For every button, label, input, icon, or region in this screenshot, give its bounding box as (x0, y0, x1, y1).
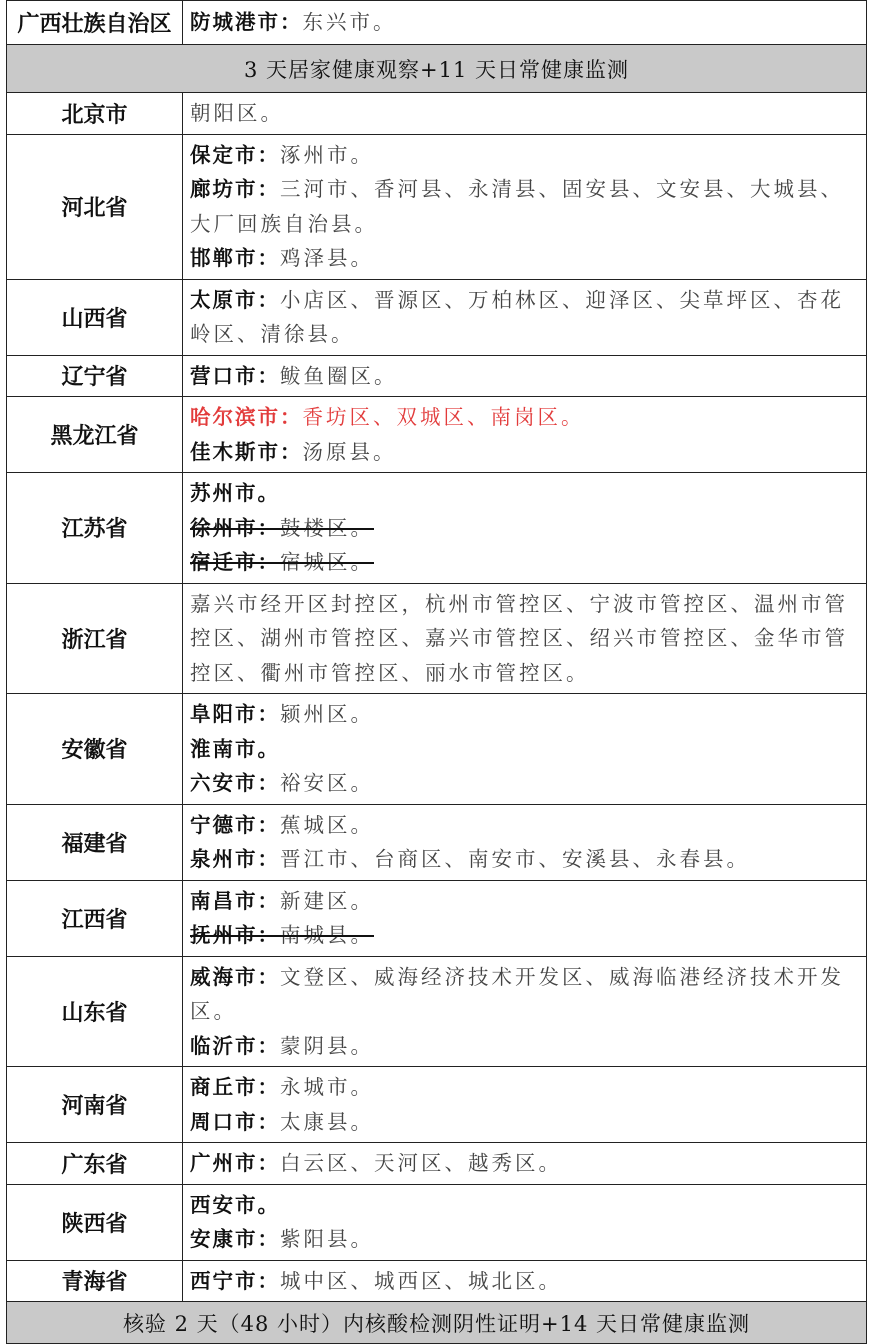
section-header: 核验 2 天（48 小时）内核酸检测阴性证明+14 天日常健康监测 (7, 1302, 867, 1344)
struck-entry (190, 550, 374, 574)
area-detail-cell (183, 583, 867, 694)
entry (190, 965, 844, 1024)
city-name: 临沂市： (190, 1033, 280, 1058)
entry (190, 1110, 374, 1134)
city-name: 苏州市。 (190, 481, 280, 505)
table-row (7, 1143, 867, 1185)
table-row (7, 583, 867, 694)
table-row (7, 1184, 867, 1260)
entry (190, 481, 280, 505)
city-name: 抚州市： (190, 923, 280, 947)
province-cell: 北京市 (7, 93, 183, 135)
area-list: 紫阳县。 (280, 1227, 374, 1251)
entry (190, 1193, 280, 1217)
area-detail-cell (183, 1260, 867, 1302)
entry (190, 1075, 374, 1099)
entry (190, 702, 374, 726)
section-header-row (7, 45, 867, 93)
entry (190, 405, 585, 429)
city-name: 泉州市： (190, 847, 280, 871)
area-line (190, 96, 858, 131)
entry (190, 440, 397, 464)
city-name: 宿迁市： (190, 550, 280, 574)
city-name: 佳木斯市： (190, 439, 303, 464)
city-name: 广州市： (190, 1151, 280, 1175)
area-list: 城中区、城西区、城北区。 (280, 1268, 562, 1293)
region-table (6, 0, 867, 1344)
entry (190, 1227, 374, 1251)
city-name: 宁德市： (190, 812, 280, 837)
entry (190, 101, 284, 125)
table-row (7, 880, 867, 956)
struck-entry (190, 516, 374, 540)
area-list: 南城县。 (280, 923, 374, 947)
entry (190, 364, 398, 388)
city-name: 太原市： (190, 287, 280, 312)
table-row (7, 956, 867, 1067)
city-name: 徐州市： (190, 515, 280, 540)
table-row (7, 134, 867, 279)
area-line (190, 138, 858, 173)
province-cell: 山东省 (7, 956, 183, 1067)
area-line (190, 732, 858, 767)
entry (190, 737, 280, 761)
entry (190, 889, 374, 913)
area-line (190, 1222, 858, 1257)
city-name: 阜阳市： (190, 702, 280, 726)
entry (190, 1269, 562, 1293)
area-list: 三河市、香河县、永清县、固安县、文安县、大城县、大厂回族自治县。 (190, 177, 844, 236)
area-list: 文登区、威海经济技术开发区、威海临港经济技术开发区。 (190, 964, 844, 1023)
area-list: 涿州市。 (280, 142, 374, 167)
area-list: 白云区、天河区、越秀区。 (280, 1151, 562, 1175)
city-name: 营口市： (190, 363, 280, 388)
province-cell: 福建省 (7, 804, 183, 880)
province-cell: 江西省 (7, 880, 183, 956)
area-detail-cell (183, 880, 867, 956)
city-name: 安康市： (190, 1227, 280, 1251)
area-list: 蕉城区。 (280, 812, 374, 837)
entry (190, 771, 374, 795)
area-line (190, 400, 858, 435)
table-row (7, 397, 867, 473)
city-name: 防城港市： (190, 10, 303, 35)
area-line (190, 1070, 858, 1105)
area-line (190, 960, 858, 1029)
entry (190, 592, 848, 685)
area-line (190, 241, 858, 276)
area-list: 鼓楼区。 (280, 515, 374, 540)
entry (190, 813, 374, 837)
area-line (190, 766, 858, 801)
area-line (190, 918, 858, 953)
province-cell: 陕西省 (7, 1184, 183, 1260)
table-row (7, 1260, 867, 1302)
area-line (190, 587, 858, 691)
city-name: 南昌市： (190, 888, 280, 913)
area-detail-cell (183, 1143, 867, 1185)
area-line (190, 1188, 858, 1223)
area-line (190, 172, 858, 241)
area-list: 香坊区、双城区、南岗区。 (302, 405, 585, 429)
city-name: 哈尔滨市： (190, 405, 303, 429)
table-row (7, 93, 867, 135)
area-line (190, 1264, 858, 1299)
entry (190, 177, 844, 236)
entry (190, 143, 374, 167)
province-cell: 辽宁省 (7, 355, 183, 397)
province-cell: 江苏省 (7, 473, 183, 584)
area-line (190, 1105, 858, 1140)
province-cell: 安徽省 (7, 694, 183, 805)
area-list: 小店区、晋源区、万柏林区、迎泽区、尖草坪区、杏花岭区、清徐县。 (190, 287, 844, 346)
province-cell: 山西省 (7, 279, 183, 355)
area-detail-cell (183, 355, 867, 397)
city-name: 保定市： (190, 142, 280, 167)
province-cell: 河南省 (7, 1067, 183, 1143)
area-detail-cell (183, 1067, 867, 1143)
area-line (190, 283, 858, 352)
table-row (7, 694, 867, 805)
area-list: 东兴市。 (302, 10, 397, 35)
area-detail-cell (183, 1, 867, 45)
area-line (190, 476, 858, 511)
region-table-body (7, 1, 867, 1344)
entry (190, 1151, 562, 1175)
area-detail-cell (183, 804, 867, 880)
area-list: 晋江市、台商区、南安市、安溪县、永春县。 (280, 847, 750, 871)
area-detail-cell (183, 956, 867, 1067)
area-line (190, 697, 858, 732)
area-detail-cell (183, 694, 867, 805)
province-cell: 河北省 (7, 134, 183, 279)
city-name: 周口市： (190, 1109, 280, 1134)
province-cell: 黑龙江省 (7, 397, 183, 473)
area-list: 鸡泽县。 (280, 246, 374, 270)
struck-entry (190, 923, 374, 947)
entry (190, 10, 397, 34)
city-name: 西宁市： (190, 1268, 280, 1293)
area-line (190, 435, 858, 470)
city-name: 威海市： (190, 964, 280, 989)
area-line (190, 842, 858, 877)
province-cell: 广西壮族自治区 (7, 1, 183, 45)
area-list: 裕安区。 (280, 771, 374, 795)
area-list: 朝阳区。 (190, 101, 284, 125)
area-detail-cell (183, 1184, 867, 1260)
entry (190, 246, 374, 270)
table-row (7, 1, 867, 45)
table-row (7, 804, 867, 880)
entry (190, 1034, 374, 1058)
province-cell: 浙江省 (7, 583, 183, 694)
area-line (190, 808, 858, 843)
area-list: 汤原县。 (302, 439, 397, 464)
city-name: 西安市。 (190, 1192, 280, 1217)
area-list: 太康县。 (280, 1109, 374, 1134)
area-list: 新建区。 (280, 888, 374, 913)
table-row (7, 473, 867, 584)
area-line (190, 1029, 858, 1064)
city-name: 商丘市： (190, 1075, 280, 1099)
area-list: 蒙阴县。 (280, 1033, 374, 1058)
area-line (190, 884, 858, 919)
area-line (190, 511, 858, 546)
area-list: 宿城区。 (280, 550, 374, 574)
table-row (7, 355, 867, 397)
city-name: 淮南市。 (190, 736, 280, 761)
entry (190, 288, 844, 347)
section-header: 3 天居家健康观察+11 天日常健康监测 (7, 45, 867, 93)
table-row (7, 1067, 867, 1143)
city-name: 廊坊市： (190, 177, 280, 201)
area-line (190, 359, 858, 394)
area-line (190, 5, 858, 40)
area-detail-cell (183, 93, 867, 135)
area-line (190, 545, 858, 580)
area-list: 永城市。 (280, 1075, 374, 1099)
table-row (7, 279, 867, 355)
province-cell: 青海省 (7, 1260, 183, 1302)
section-header-row (7, 1302, 867, 1344)
province-cell: 广东省 (7, 1143, 183, 1185)
city-name: 邯郸市： (190, 246, 280, 270)
area-list: 鲅鱼圈区。 (280, 363, 398, 388)
area-detail-cell (183, 473, 867, 584)
entry (190, 847, 750, 871)
area-detail-cell (183, 279, 867, 355)
area-line (190, 1146, 858, 1181)
area-detail-cell (183, 134, 867, 279)
area-list: 嘉兴市经开区封控区，杭州市管控区、宁波市管控区、温州市管控区、湖州市管控区、嘉兴市管控区、绍兴市管控区、金华市管控区、衢州市管控区、丽水市管控区。 (190, 591, 848, 685)
area-list: 颍州区。 (280, 702, 374, 726)
city-name: 六安市： (190, 771, 280, 795)
area-detail-cell (183, 397, 867, 473)
